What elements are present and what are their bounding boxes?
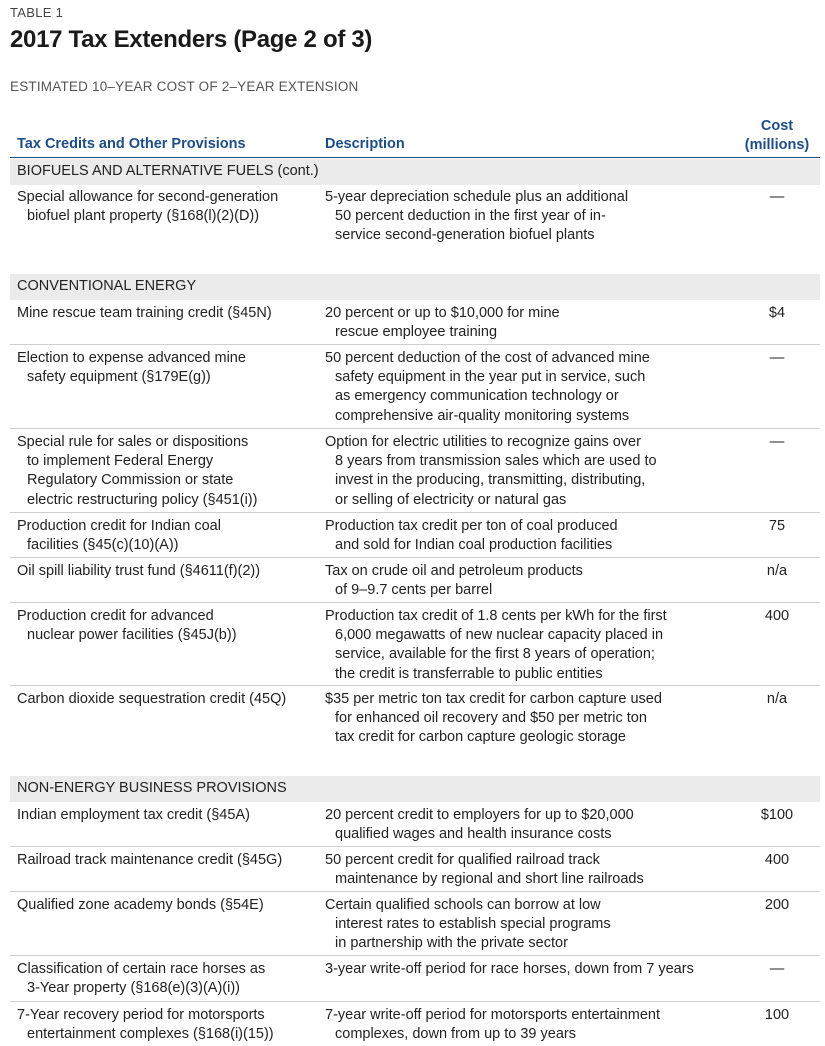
table-row	[10, 603, 820, 686]
description-line: 20 percent or up to $10,000 for mine	[325, 305, 560, 321]
provision-line: Production credit for advanced	[17, 608, 214, 624]
provision-cell	[17, 851, 317, 870]
description-line: 7-year write-off period for motorsports entertainment	[325, 1007, 660, 1023]
description-line: tax credit for carbon capture geologic storage	[335, 729, 626, 746]
cost-cell: —	[769, 189, 785, 205]
table-row	[10, 300, 820, 345]
provision-cell	[17, 188, 317, 226]
page-subtitle: ESTIMATED 10–YEAR COST OF 2–YEAR EXTENSION	[10, 79, 359, 94]
cost-cell: —	[769, 961, 785, 977]
column-header-description: Description	[325, 136, 405, 152]
section-title: CONVENTIONAL ENERGY	[17, 278, 197, 294]
provision-line: Production credit for Indian coal	[17, 518, 221, 534]
provision-cell	[17, 896, 317, 915]
description-cell	[325, 896, 730, 954]
column-header-cost	[735, 117, 819, 155]
description-line: rescue employee training	[335, 324, 498, 341]
provision-cell	[17, 562, 317, 581]
header-rule	[10, 157, 820, 158]
description-line: maintenance by regional and short line railroads	[335, 871, 644, 888]
description-line: the credit is transferrable to public entities	[335, 665, 603, 682]
section-title: BIOFUELS AND ALTERNATIVE FUELS (cont.)	[17, 163, 319, 179]
table-row	[10, 345, 820, 429]
column-header-cost-line2: (millions)	[744, 137, 810, 153]
description-line: in partnership with the private sector	[335, 935, 568, 952]
provision-line: Oil spill liability trust fund (§4611(f)(2))	[17, 563, 261, 579]
cost-cell: n/a	[766, 563, 788, 579]
cost-cell: 100	[764, 1007, 790, 1023]
description-line: safety equipment in the year put in service, such	[335, 369, 646, 386]
cost-cell: n/a	[766, 691, 788, 707]
provision-cell	[17, 349, 317, 387]
description-line: invest in the producing, transmitting, distributing,	[335, 472, 646, 489]
cost-cell: $4	[768, 305, 786, 321]
description-cell	[325, 806, 730, 844]
description-line: service second-generation biofuel plants	[335, 227, 595, 244]
provision-cell	[17, 690, 317, 709]
description-cell	[325, 960, 730, 979]
provision-line: Special rule for sales or dispositions	[17, 434, 249, 450]
description-line: 5-year depreciation schedule plus an additional	[325, 189, 629, 205]
provision-line: 3-Year property (§168(e)(3)(A)(i))	[27, 980, 241, 997]
description-line: Option for electric utilities to recognize gains over	[325, 434, 641, 450]
cost-cell: 400	[764, 852, 790, 868]
description-line: 3-year write-off period for race horses, down from 7 years	[325, 961, 694, 977]
provision-line: Regulatory Commission or state	[27, 472, 234, 489]
description-line: and sold for Indian coal production facilities	[335, 537, 613, 554]
provision-line: Election to expense advanced mine	[17, 350, 246, 366]
provision-line: Special allowance for second-generation	[17, 189, 279, 205]
cost-cell: 400	[764, 608, 790, 624]
description-cell	[325, 562, 730, 600]
provision-cell	[17, 1006, 317, 1044]
description-line: Production tax credit per ton of coal produced	[325, 518, 618, 534]
provision-line: electric restructuring policy (§451(i))	[27, 491, 258, 508]
provision-line: facilities (§45(c)(10)(A))	[27, 537, 179, 554]
description-line: Tax on crude oil and petroleum products	[325, 563, 583, 579]
description-line: 50 percent deduction of the cost of advanced mine	[325, 350, 650, 366]
cost-cell: $100	[760, 807, 794, 823]
provision-line: biofuel plant property (§168(l)(2)(D))	[27, 208, 260, 225]
cost-cell: —	[769, 350, 785, 366]
description-cell	[325, 851, 730, 889]
description-cell	[325, 1006, 730, 1044]
table-row	[10, 429, 820, 513]
table-row	[10, 686, 820, 752]
description-line: interest rates to establish special programs	[335, 916, 611, 933]
description-line: 50 percent credit for qualified railroad track	[325, 852, 600, 868]
cost-cell: 200	[764, 897, 790, 913]
section-title: NON-ENERGY BUSINESS PROVISIONS	[17, 780, 287, 796]
provision-line: Mine rescue team training credit (§45N)	[17, 305, 272, 321]
description-cell	[325, 349, 730, 426]
table-row	[10, 802, 820, 847]
description-line: for enhanced oil recovery and $50 per metric ton	[335, 710, 647, 727]
description-line: $35 per metric ton tax credit for carbon capture used	[325, 691, 662, 707]
description-cell	[325, 304, 730, 342]
description-line: Production tax credit of 1.8 cents per kWh for the first	[325, 608, 667, 624]
description-line: qualified wages and health insurance costs	[335, 826, 612, 843]
cost-cell: —	[769, 434, 785, 450]
description-cell	[325, 690, 730, 748]
table-row	[10, 184, 820, 250]
page-title: 2017 Tax Extenders (Page 2 of 3)	[10, 26, 373, 53]
table-row	[10, 956, 820, 1002]
table-row	[10, 847, 820, 892]
section-header-conventional-energy	[10, 274, 820, 300]
provision-line: Carbon dioxide sequestration credit (45Q)	[17, 691, 287, 707]
description-line: comprehensive air-quality monitoring systems	[335, 407, 630, 424]
provision-line: to implement Federal Energy	[27, 453, 214, 470]
provision-cell	[17, 806, 317, 825]
section-header-biofuels	[10, 159, 820, 185]
provision-line: Railroad track maintenance credit (§45G)	[17, 852, 283, 868]
description-cell	[325, 517, 730, 555]
table-label: TABLE 1	[10, 5, 64, 20]
cost-cell: 75	[768, 518, 786, 534]
provision-line: 7-Year recovery period for motorsports	[17, 1007, 265, 1023]
column-header-provisions: Tax Credits and Other Provisions	[17, 136, 246, 152]
description-line: complexes, down from up to 39 years	[335, 1026, 576, 1043]
table-row	[10, 513, 820, 558]
table-row	[10, 1002, 820, 1046]
description-line: 20 percent credit to employers for up to $20,000	[325, 807, 634, 823]
table-row	[10, 892, 820, 956]
provision-line: nuclear power facilities (§45J(b))	[27, 627, 237, 644]
provision-line: Qualified zone academy bonds (§54E)	[17, 897, 264, 913]
description-line: 50 percent deduction in the first year of in-	[335, 208, 606, 225]
section-header-non-energy-business	[10, 776, 820, 802]
column-header-cost-line1: Cost	[760, 118, 794, 134]
provision-cell	[17, 607, 317, 645]
description-line: as emergency communication technology or	[335, 388, 619, 405]
description-line: service, available for the first 8 years of operation;	[335, 646, 655, 663]
description-line: 6,000 megawatts of new nuclear capacity placed in	[335, 627, 664, 644]
provision-line: safety equipment (§179E(g))	[27, 369, 211, 386]
provision-line: Indian employment tax credit (§45A)	[17, 807, 250, 823]
provision-line: Classification of certain race horses as	[17, 961, 266, 977]
table-row	[10, 558, 820, 603]
description-cell	[325, 607, 730, 684]
description-line: or selling of electricity or natural gas	[335, 491, 567, 508]
description-cell	[325, 433, 730, 510]
provision-line: entertainment complexes (§168(i)(15))	[27, 1026, 274, 1043]
description-cell	[325, 188, 730, 246]
description-line: of 9–9.7 cents per barrel	[335, 582, 493, 599]
provision-cell	[17, 960, 317, 998]
provision-cell	[17, 304, 317, 323]
description-line: Certain qualified schools can borrow at low	[325, 897, 601, 913]
description-line: 8 years from transmission sales which are used to	[335, 453, 657, 470]
provision-cell	[17, 517, 317, 555]
provision-cell	[17, 433, 317, 510]
